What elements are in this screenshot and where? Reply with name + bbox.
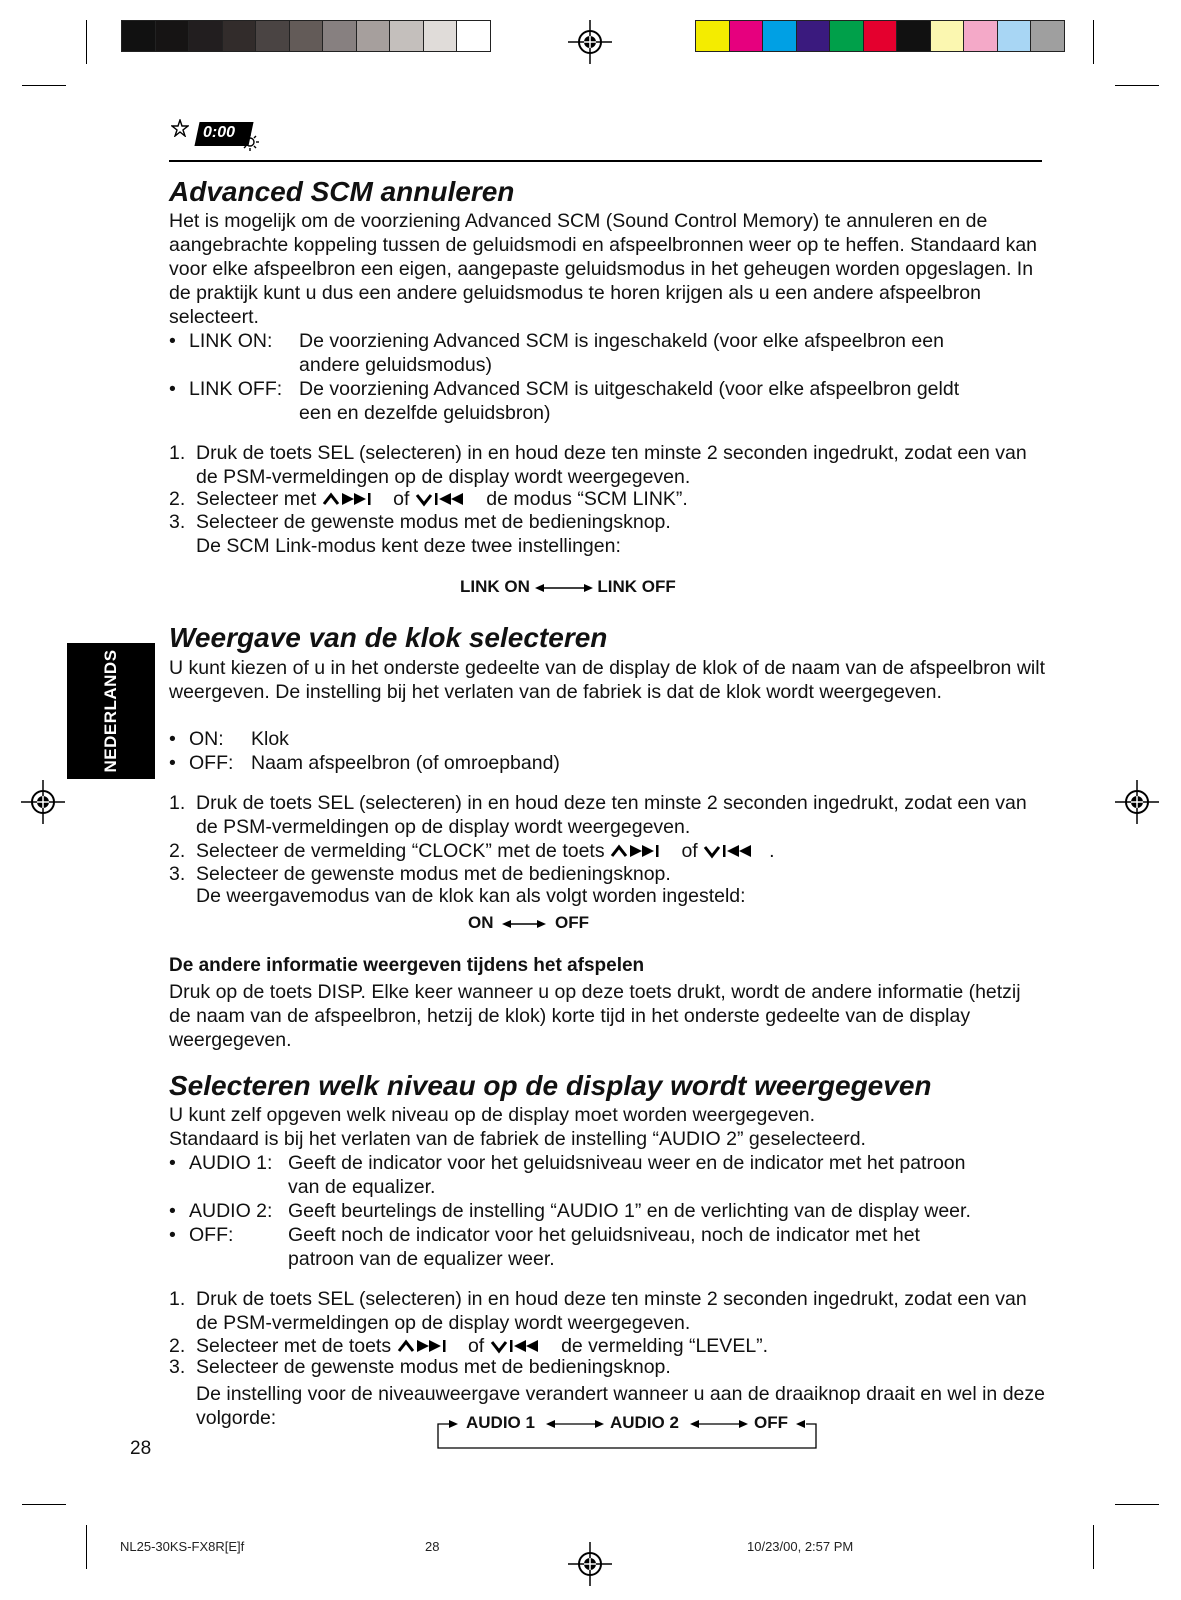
list-item: • AUDIO 2: Geeft beurtelings de instelling “AUDIO 1” en de verlichting van de display weer. — [169, 1200, 971, 1222]
step-number: 2. — [169, 840, 186, 862]
clock-badge-text: 0:00 — [203, 124, 236, 141]
crop-mark — [1115, 1504, 1159, 1505]
color-swatch — [322, 20, 357, 52]
registration-mark-icon — [568, 1542, 612, 1586]
color-swatch — [1030, 20, 1065, 52]
bullet-label: LINK OFF: — [189, 378, 283, 400]
level-cycle-diagram — [434, 1412, 820, 1452]
flow-item: OFF — [754, 1413, 788, 1432]
bullet-label: LINK ON: — [189, 330, 273, 352]
bullet-text: Klok — [251, 728, 289, 750]
step-3 — [169, 863, 1045, 911]
crop-mark — [86, 20, 87, 64]
star-icon — [171, 119, 189, 137]
step-number: 1. — [169, 792, 186, 814]
up-next-button-icon — [397, 1338, 463, 1354]
bullet-text-cont: andere geluidsmodus) — [299, 354, 492, 376]
step-text: Selecteer met de toets — [196, 1335, 392, 1357]
crop-mark — [86, 1525, 87, 1569]
section-title-clock-display: Weergave van de klok selecteren — [169, 622, 608, 653]
crop-mark — [1093, 1525, 1094, 1569]
color-swatch — [423, 20, 458, 52]
section3-intro-2: Standaard is bij het verlaten van de fabriek de instelling “AUDIO 2” geselecteerd. — [169, 1128, 866, 1150]
down-previous-button-icon — [415, 491, 481, 507]
step-text: Selecteer de gewenste modus met de bedieningsknop. — [196, 1356, 671, 1378]
color-swatch — [997, 20, 1032, 52]
flow-item: OFF — [554, 913, 589, 932]
step-subtext: De SCM Link-modus kent deze twee instellingen: — [196, 535, 621, 557]
color-swatch — [389, 20, 424, 52]
bullet-text: De voorziening Advanced SCM is ingeschakeld (voor elke afspeelbron een — [299, 330, 944, 352]
list-item: • OFF: Naam afspeelbron (of omroepband) — [169, 752, 560, 774]
step-text-end: de vermelding “LEVEL”. — [561, 1335, 769, 1357]
flow-item: LINK OFF — [597, 577, 676, 596]
bullet-label: OFF: — [189, 1224, 234, 1246]
color-swatch — [930, 20, 965, 52]
subsection-text: Druk op de toets DISP. Elke keer wanneer u op deze toets drukt, wordt de andere informatie (hetzij de naam van de afspeelbron, hetzij de klok) korte tijd in het onderste gedeelte van de display weergegeven. — [169, 981, 1021, 1051]
bullet-label: AUDIO 1: — [189, 1152, 273, 1174]
up-next-button-icon — [610, 843, 676, 859]
section1-intro: Het is mogelijk om de voorziening Advanced SCM (Sound Control Memory) te annuleren en de aangebrachte koppeling tussen de geluidsmodi en afspeelbronnen weer op te heffen. Standaard kan voor elke afspeelbron een eigen, aangepaste geluidsmodus in het geheugen worden opgeslagen. In de praktijk kunt u dus een andere geluidsmodus te horen krijgen als u een andere afspeelbron selecteert. — [169, 210, 1038, 328]
page-number: 28 — [130, 1438, 152, 1459]
step-number: 1. — [169, 442, 186, 464]
bullet-text: Geeft beurtelings de instelling “AUDIO 1” en de verlichting van de display weer. — [288, 1200, 971, 1222]
color-swatch — [289, 20, 324, 52]
step-text: Selecteer de gewenste modus met de bedieningsknop. — [196, 511, 671, 533]
footer-page: 28 — [425, 1539, 440, 1554]
color-swatch — [796, 20, 831, 52]
step-text: Selecteer met — [196, 488, 317, 510]
section3-intro-1: U kunt zelf opgeven welk niveau op de display moet worden weergegeven. — [169, 1104, 816, 1126]
step-3 — [169, 510, 1045, 558]
bullet-label: ON: — [189, 728, 224, 750]
section-title-level-display: Selecteren welk niveau op de display wordt weergegeven — [169, 1070, 932, 1101]
color-swatch — [896, 20, 931, 52]
subsection-heading: De andere informatie weergeven tijdens het afspelen — [169, 955, 645, 976]
color-swatch — [863, 20, 898, 52]
bullet-label: OFF: — [189, 752, 234, 774]
step-text-end: . — [769, 840, 775, 862]
step-2 — [169, 487, 1045, 511]
step-number: 3. — [169, 863, 186, 885]
crop-mark — [22, 1504, 66, 1505]
step-number: 2. — [169, 488, 186, 510]
step-1 — [169, 791, 1045, 839]
step-text: Druk de toets SEL (selecteren) in en houd deze ten minste 2 seconden ingedrukt, zodat een van de PSM-vermeldingen op de display wordt weergegeven. — [196, 442, 1027, 488]
color-swatch — [155, 20, 190, 52]
color-swatch — [762, 20, 797, 52]
bullet-text-cont: patroon van de equalizer weer. — [288, 1248, 555, 1270]
color-swatch — [255, 20, 290, 52]
step-subtext: De instelling voor de niveauweergave verandert wanneer u aan de draaiknop draait en wel in deze volgorde: — [196, 1383, 1045, 1429]
step-1 — [169, 441, 1045, 489]
step-subtext: De weergavemodus van de klok kan als volgt worden ingesteld: — [196, 885, 746, 907]
down-previous-button-icon — [703, 843, 769, 859]
step-3 — [169, 1356, 1045, 1380]
flow-item: ON — [468, 913, 494, 932]
color-swatch — [963, 20, 998, 52]
step-text: Selecteer de gewenste modus met de bedieningsknop. — [196, 863, 671, 885]
bidirectional-arrow-icon — [502, 918, 546, 930]
list-item: • LINK OFF: De voorziening Advanced SCM is uitgeschakeld (voor elke afspeelbron geldt een en dezelfde geluidsbron) — [169, 378, 960, 424]
bullet-text-cont: een en dezelfde geluidsbron) — [299, 402, 551, 424]
bidirectional-arrow-icon — [535, 582, 593, 594]
step-number: 1. — [169, 1288, 186, 1310]
flow-item: LINK ON — [460, 577, 530, 596]
list-item: • LINK ON: De voorziening Advanced SCM is ingeschakeld (voor elke afspeelbron een andere geluidsmodus) — [169, 330, 944, 376]
down-previous-button-icon — [490, 1338, 556, 1354]
color-swatch — [356, 20, 391, 52]
list-item: • ON: Klok — [169, 728, 289, 750]
registration-mark-icon — [21, 780, 65, 824]
bullet-text: De voorziening Advanced SCM is uitgeschakeld (voor elke afspeelbron geldt — [299, 378, 960, 400]
bullet-label: AUDIO 2: — [189, 1200, 273, 1222]
color-swatch — [121, 20, 156, 52]
up-next-button-icon — [322, 491, 388, 507]
step-2 — [169, 839, 1045, 863]
footer-timestamp: 10/23/00, 2:57 PM — [747, 1539, 854, 1554]
registration-mark-icon — [568, 20, 612, 64]
header-rule — [169, 160, 1042, 162]
crop-mark — [1093, 20, 1094, 64]
color-swatch — [829, 20, 864, 52]
color-swatch — [695, 20, 730, 52]
list-item: • OFF: Geeft noch de indicator voor het geluidsniveau, noch de indicator met het patroon van de equalizer weer. — [169, 1224, 920, 1270]
color-swatch — [222, 20, 257, 52]
crop-mark — [22, 85, 66, 86]
color-swatch — [456, 20, 491, 52]
crop-mark — [1115, 85, 1159, 86]
display-setting-badge — [171, 117, 263, 153]
bullet-text: Geeft noch de indicator voor het geluidsniveau, noch de indicator met het — [288, 1224, 920, 1246]
step-text: Druk de toets SEL (selecteren) in en houd deze ten minste 2 seconden ingedrukt, zodat een van de PSM-vermeldingen op de display wordt weergegeven. — [196, 792, 1027, 838]
step-number: 3. — [169, 511, 186, 533]
color-swatch — [188, 20, 223, 52]
step-text: Selecteer de vermelding “CLOCK” met de toets — [196, 840, 605, 862]
bullet-text-cont: van de equalizer. — [288, 1176, 436, 1198]
color-swatch — [729, 20, 764, 52]
step-1 — [169, 1287, 1045, 1335]
list-item: • AUDIO 1: Geeft de indicator voor het geluidsniveau weer en de indicator met het patroon van de equalizer. — [169, 1152, 966, 1198]
step-text-of: of — [393, 488, 410, 510]
flow-item: AUDIO 2 — [610, 1413, 679, 1432]
flow-item: AUDIO 1 — [466, 1413, 535, 1432]
brightness-icon — [241, 133, 259, 151]
step-number: 3. — [169, 1356, 186, 1378]
registration-mark-icon — [1115, 780, 1159, 824]
language-tab-label: NEDERLANDS — [101, 649, 120, 773]
step-text-of: of — [467, 1335, 485, 1357]
step-number: 2. — [169, 1335, 186, 1357]
step-text-end: de modus “SCM LINK”. — [486, 488, 688, 510]
bullet-text: Naam afspeelbron (of omroepband) — [251, 752, 560, 774]
link-mode-flow — [460, 577, 676, 597]
language-tab — [67, 643, 155, 779]
step-text: Druk de toets SEL (selecteren) in en houd deze ten minste 2 seconden ingedrukt, zodat een van de PSM-vermeldingen op de display wordt weergegeven. — [196, 1288, 1027, 1334]
step-text-of: of — [681, 840, 698, 862]
footer-doc-code: NL25-30KS-FX8R[E]f — [120, 1539, 245, 1554]
section2-intro: U kunt kiezen of u in het onderste gedeelte van de display de klok of de naam van de afspeelbron wilt weergeven. De instelling bij het verlaten van de fabriek is dat de klok wordt weergegeven. — [169, 657, 1045, 703]
clock-mode-flow — [468, 913, 589, 933]
bullet-text: Geeft de indicator voor het geluidsniveau weer en de indicator met het patroon — [288, 1152, 966, 1174]
section-title-advanced-scm: Advanced SCM annuleren — [169, 176, 515, 207]
